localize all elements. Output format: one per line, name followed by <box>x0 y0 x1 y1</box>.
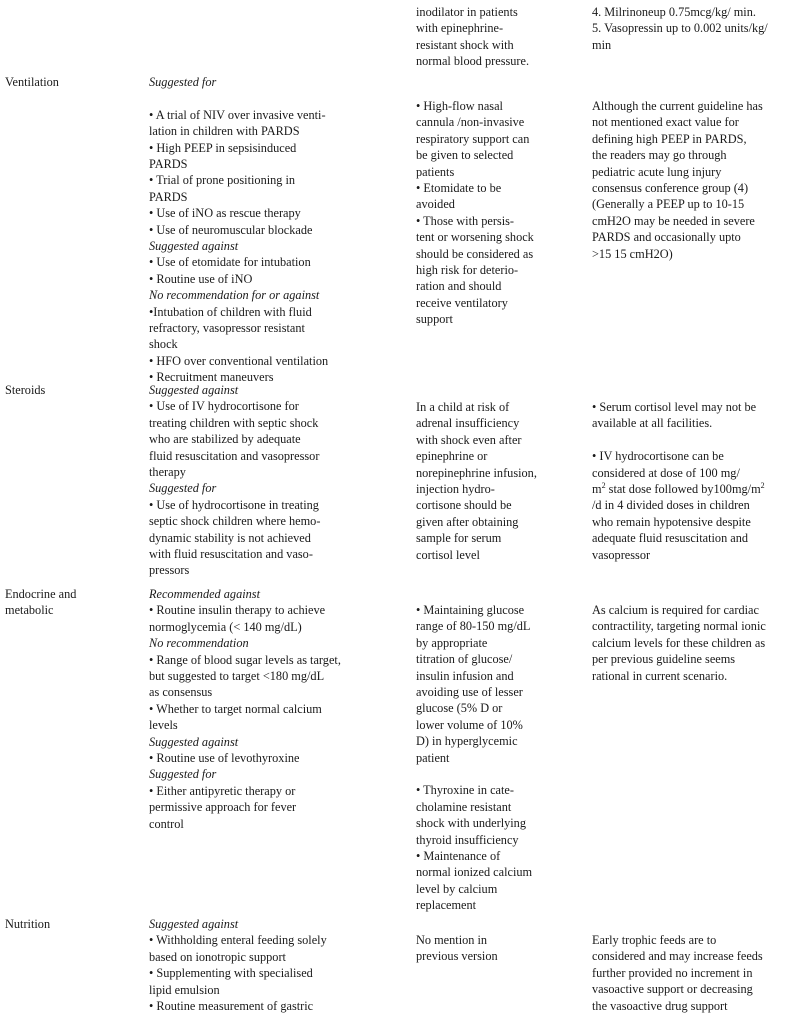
text-line: Ventilation <box>5 75 59 89</box>
steroids-remarks-cell <box>592 399 806 563</box>
recommendation-heading <box>149 382 404 398</box>
text-segment: as consensus <box>149 685 213 700</box>
top-remarks-cell <box>592 4 806 53</box>
text-segment: insulin infusion and <box>416 668 514 683</box>
text-line <box>149 156 404 172</box>
text-segment: with fluid resuscitation and vaso- <box>149 547 313 562</box>
text-segment: lower volume of 10% <box>416 717 523 732</box>
text-segment: • Recruitment maneuvers <box>149 370 274 385</box>
text-segment: • Use of etomidate for intubation <box>149 255 311 270</box>
text-segment: Suggested against <box>149 239 239 254</box>
text-segment: • Whether to target normal calcium <box>149 701 322 716</box>
text-line <box>149 982 404 998</box>
text-line: with epinephrine- <box>416 21 504 36</box>
top-previous-version-cell <box>416 4 576 70</box>
text-segment: level by calcium <box>416 881 498 896</box>
line-gap <box>149 90 404 106</box>
text-segment: shock <box>149 337 178 352</box>
text-line: should be considered as <box>416 246 534 261</box>
text-line: tent or worsening shock <box>416 230 534 245</box>
text-line <box>149 448 404 464</box>
text-line <box>416 897 576 913</box>
text-line <box>592 465 806 481</box>
text-segment: permissive approach for fever <box>149 800 297 815</box>
text-line: >15 15 cmH2O) <box>592 246 673 261</box>
text-segment: lipid emulsion <box>149 982 220 997</box>
text-line: calcium levels for these children as <box>592 635 766 650</box>
text-line: considered and may increase feeds <box>592 949 763 964</box>
text-segment: /d in 4 divided doses in children <box>592 498 750 513</box>
text-line: 4. Milrinoneup 0.75mcg/kg/ min. <box>592 5 756 19</box>
text-segment: No recommendation for or against <box>149 288 320 303</box>
text-line: 5. Vasopressin up to 0.002 units/kg/ <box>592 21 768 36</box>
recommendation-heading <box>149 287 404 303</box>
text-segment: who remain hypotensive despite <box>592 514 751 529</box>
text-line <box>592 481 806 497</box>
text-segment: by appropriate <box>416 635 488 650</box>
steroids-previous-version-cell <box>416 399 576 563</box>
text-segment: cholamine resistant <box>416 799 512 814</box>
text-line: vasoactive support or decreasing <box>592 982 753 997</box>
text-line: patients <box>416 164 455 179</box>
text-line <box>416 864 576 880</box>
text-segment: Recommended against <box>149 587 260 601</box>
recommendation-heading <box>149 238 404 254</box>
text-segment: stat dose followed by100mg/m <box>605 482 761 497</box>
text-segment: • A trial of NIV over invasive venti- <box>149 107 326 122</box>
text-segment: normal ionized calcium <box>416 865 533 880</box>
text-line <box>149 304 404 320</box>
text-segment: septic shock children where hemo- <box>149 514 321 529</box>
text-line: cortisol level <box>416 547 480 562</box>
endocrine-topic-cell <box>5 586 140 619</box>
text-line: ration and should <box>416 279 502 294</box>
line-gap <box>592 432 806 448</box>
text-line <box>416 618 576 634</box>
text-line: not mentioned exact value for <box>592 115 739 130</box>
ventilation-recommendation-cell <box>149 74 404 386</box>
text-segment: • Routine use of levothyroxine <box>149 751 300 766</box>
text-line: pediatric acute lung injury <box>592 164 722 179</box>
text-line <box>416 881 576 897</box>
text-line <box>149 431 404 447</box>
text-segment: • Routine use of iNO <box>149 271 253 286</box>
text-segment: normoglycemia (< 140 mg/dL) <box>149 619 302 634</box>
text-line: high risk for deterio- <box>416 263 519 278</box>
text-line: receive ventilatory <box>416 295 508 310</box>
text-line <box>416 815 576 831</box>
text-segment: Suggested against <box>149 917 239 931</box>
text-line <box>149 336 404 352</box>
text-segment: Suggested against <box>149 383 239 397</box>
ventilation-topic-cell <box>5 74 140 90</box>
text-line <box>592 497 806 513</box>
text-line: Nutrition <box>5 917 51 931</box>
text-line <box>592 514 806 530</box>
nutrition-previous-version-cell <box>416 932 576 965</box>
text-line <box>149 750 404 766</box>
text-segment: available at all facilities. <box>592 416 713 431</box>
recommendation-heading <box>149 734 404 750</box>
text-segment: • IV hydrocortisone can be <box>592 449 724 464</box>
text-line <box>149 320 404 336</box>
text-line: consensus conference group (4) <box>592 181 749 196</box>
text-line <box>149 172 404 188</box>
text-segment: glucose (5% D or <box>416 701 503 716</box>
text-segment: lation in children with PARDS <box>149 124 300 139</box>
text-segment: pressors <box>149 563 190 578</box>
text-line <box>149 353 404 369</box>
text-line: Although the current guideline has <box>592 99 763 113</box>
text-line: epinephrine or <box>416 449 488 464</box>
text-line <box>149 254 404 270</box>
text-line <box>149 530 404 546</box>
text-segment: based on ionotropic support <box>149 949 286 964</box>
nutrition-remarks-cell <box>592 932 806 1014</box>
text-line <box>149 602 404 618</box>
text-segment: Suggested for <box>149 481 217 496</box>
text-line <box>149 271 404 287</box>
text-line <box>149 107 404 123</box>
text-segment: • Trial of prone positioning in <box>149 173 296 188</box>
steroids-topic-cell <box>5 382 140 398</box>
superscript: 2 <box>601 480 606 490</box>
text-segment: • Serum cortisol level may not be <box>592 400 757 414</box>
text-line <box>149 668 404 684</box>
text-line <box>149 222 404 238</box>
text-line: As calcium is required for cardiac <box>592 603 759 617</box>
text-line: Early trophic feeds are to <box>592 933 717 947</box>
text-line: with shock even after <box>416 432 522 447</box>
text-line <box>416 750 576 766</box>
text-line: resistant shock with <box>416 37 514 52</box>
text-line <box>149 783 404 799</box>
text-segment: replacement <box>416 898 477 913</box>
text-line: cmH2O may be needed in severe <box>592 213 755 228</box>
text-line <box>149 562 404 578</box>
text-segment: No recommendation <box>149 636 249 651</box>
text-segment: but suggested to target <180 mg/dL <box>149 669 325 684</box>
text-segment: • Thyroxine in cate- <box>416 783 514 798</box>
text-line: the readers may go through <box>592 148 727 163</box>
text-line <box>149 717 404 733</box>
text-segment: levels <box>149 718 178 733</box>
text-segment: patient <box>416 750 450 765</box>
text-segment: titration of glucose/ <box>416 652 513 667</box>
text-line: • High-flow nasal <box>416 99 503 113</box>
text-segment: • Maintenance of <box>416 849 501 864</box>
text-line: PARDS and occasionally upto <box>592 230 741 245</box>
recommendation-heading <box>149 586 404 602</box>
text-line: defining high PEEP in PARDS, <box>592 131 747 146</box>
text-line <box>149 513 404 529</box>
text-segment: thyroid insufficiency <box>416 832 519 847</box>
recommendation-heading <box>149 766 404 782</box>
text-line <box>416 684 576 700</box>
text-line: sample for serum <box>416 531 502 546</box>
text-line <box>149 619 404 635</box>
text-line: support <box>416 312 453 327</box>
text-line <box>149 816 404 832</box>
text-line <box>416 668 576 684</box>
superscript: 2 <box>760 480 765 490</box>
text-line <box>416 717 576 733</box>
text-line <box>149 546 404 562</box>
text-line <box>416 635 576 651</box>
text-line: • Those with persis- <box>416 213 515 228</box>
text-segment: Suggested for <box>149 75 217 89</box>
text-line: normal blood pressure. <box>416 54 530 69</box>
text-segment: • Use of IV hydrocortisone for <box>149 399 299 414</box>
text-segment: shock with underlying <box>416 816 526 831</box>
text-line <box>416 602 576 618</box>
text-line: min <box>592 37 612 52</box>
text-line: • Etomidate to be <box>416 181 502 196</box>
text-line <box>149 123 404 139</box>
text-segment: fluid resuscitation and vasopressor <box>149 448 320 463</box>
text-segment: dynamic stability is not achieved <box>149 530 311 545</box>
text-segment: PARDS <box>149 157 188 172</box>
text-line <box>592 448 806 464</box>
text-line <box>149 652 404 668</box>
ventilation-previous-version-cell <box>416 98 576 328</box>
text-segment: • Supplementing with specialised <box>149 966 313 981</box>
text-line: contractility, targeting normal ionic <box>592 619 766 634</box>
recommendation-heading <box>149 74 404 90</box>
text-segment: • Maintaining glucose <box>416 603 525 617</box>
text-segment: •Intubation of children with fluid <box>149 304 312 319</box>
endocrine-remarks-cell <box>592 602 806 684</box>
text-segment: therapy <box>149 465 186 480</box>
text-line <box>416 848 576 864</box>
text-line: In a child at risk of <box>416 400 510 414</box>
steroids-recommendation-cell <box>149 382 404 579</box>
text-line <box>592 399 806 415</box>
text-line <box>592 547 806 563</box>
text-line <box>149 965 404 981</box>
text-line <box>149 799 404 815</box>
text-segment: • HFO over conventional ventilation <box>149 353 329 368</box>
nutrition-recommendation-cell <box>149 916 404 1014</box>
text-line <box>592 415 806 431</box>
text-segment: avoiding use of lesser <box>416 685 523 700</box>
text-segment: • Use of hydrocortisone in treating <box>149 497 319 512</box>
text-segment: range of 80-150 mg/dL <box>416 619 531 634</box>
text-segment: PARDS <box>149 189 188 204</box>
text-segment: • High PEEP in sepsisinduced <box>149 140 297 155</box>
text-line: Steroids <box>5 383 46 397</box>
text-segment: treating children with septic shock <box>149 415 319 430</box>
text-line <box>416 799 576 815</box>
text-line: given after obtaining <box>416 514 519 529</box>
text-segment: • Withholding enteral feeding solely <box>149 933 327 948</box>
text-segment: vasopressor <box>592 547 651 562</box>
text-line <box>149 140 404 156</box>
text-line: rational in current scenario. <box>592 668 728 683</box>
text-line <box>416 832 576 848</box>
text-line: inodilator in patients <box>416 5 518 19</box>
text-line <box>416 651 576 667</box>
text-line: further provided no increment in <box>592 965 753 980</box>
text-line <box>149 415 404 431</box>
text-segment: • Either antipyretic therapy or <box>149 783 296 798</box>
text-segment: refractory, vasopressor resistant <box>149 321 305 336</box>
text-segment: Suggested against <box>149 734 239 749</box>
text-line <box>149 932 404 948</box>
text-line: previous version <box>416 949 498 964</box>
text-line <box>149 398 404 414</box>
text-segment: D) in hyperglycemic <box>416 734 518 749</box>
text-line <box>149 464 404 480</box>
recommendation-heading <box>149 916 404 932</box>
text-segment: • Routine measurement of gastric <box>149 999 314 1014</box>
endocrine-recommendation-cell <box>149 586 404 832</box>
text-line: respiratory support can <box>416 131 530 146</box>
text-segment: adequate fluid resuscitation and <box>592 531 749 546</box>
nutrition-topic-cell <box>5 916 140 932</box>
text-line: injection hydro- <box>416 482 495 497</box>
text-line: avoided <box>416 197 455 212</box>
text-segment: considered at dose of 100 mg/ <box>592 465 740 480</box>
line-gap <box>416 766 576 782</box>
text-line <box>416 733 576 749</box>
text-line: norepinephrine infusion, <box>416 465 537 480</box>
text-segment: Suggested for <box>149 767 217 782</box>
text-line: per previous guideline seems <box>592 652 736 667</box>
text-segment: • Use of iNO as rescue therapy <box>149 206 301 221</box>
text-line <box>149 949 404 965</box>
text-line <box>592 530 806 546</box>
text-line: cortisone should be <box>416 498 512 513</box>
text-line <box>416 700 576 716</box>
recommendation-heading <box>149 635 404 651</box>
text-line <box>416 782 576 798</box>
text-segment: • Range of blood sugar levels as target, <box>149 652 341 667</box>
text-line: Endocrine and <box>5 587 77 601</box>
text-line <box>149 684 404 700</box>
text-line: the vasoactive drug support <box>592 998 728 1013</box>
text-segment: who are stabilized by adequate <box>149 432 301 447</box>
ventilation-remarks-cell <box>592 98 806 262</box>
text-line <box>149 701 404 717</box>
text-segment: • Routine insulin therapy to achieve <box>149 603 326 618</box>
text-line: be given to selected <box>416 148 514 163</box>
text-line: metabolic <box>5 603 54 618</box>
text-line <box>149 189 404 205</box>
text-line: cannula /non-invasive <box>416 115 525 130</box>
text-line: (Generally a PEEP up to 10-15 <box>592 197 745 212</box>
text-segment: control <box>149 816 184 831</box>
text-line <box>149 998 404 1014</box>
text-line <box>149 205 404 221</box>
text-segment: m <box>592 482 602 497</box>
text-line: adrenal insufficiency <box>416 416 520 431</box>
text-line <box>149 497 404 513</box>
recommendation-heading <box>149 480 404 496</box>
endocrine-previous-version-cell <box>416 602 576 914</box>
text-line: No mention in <box>416 933 488 947</box>
text-segment: • Use of neuromuscular blockade <box>149 222 313 237</box>
